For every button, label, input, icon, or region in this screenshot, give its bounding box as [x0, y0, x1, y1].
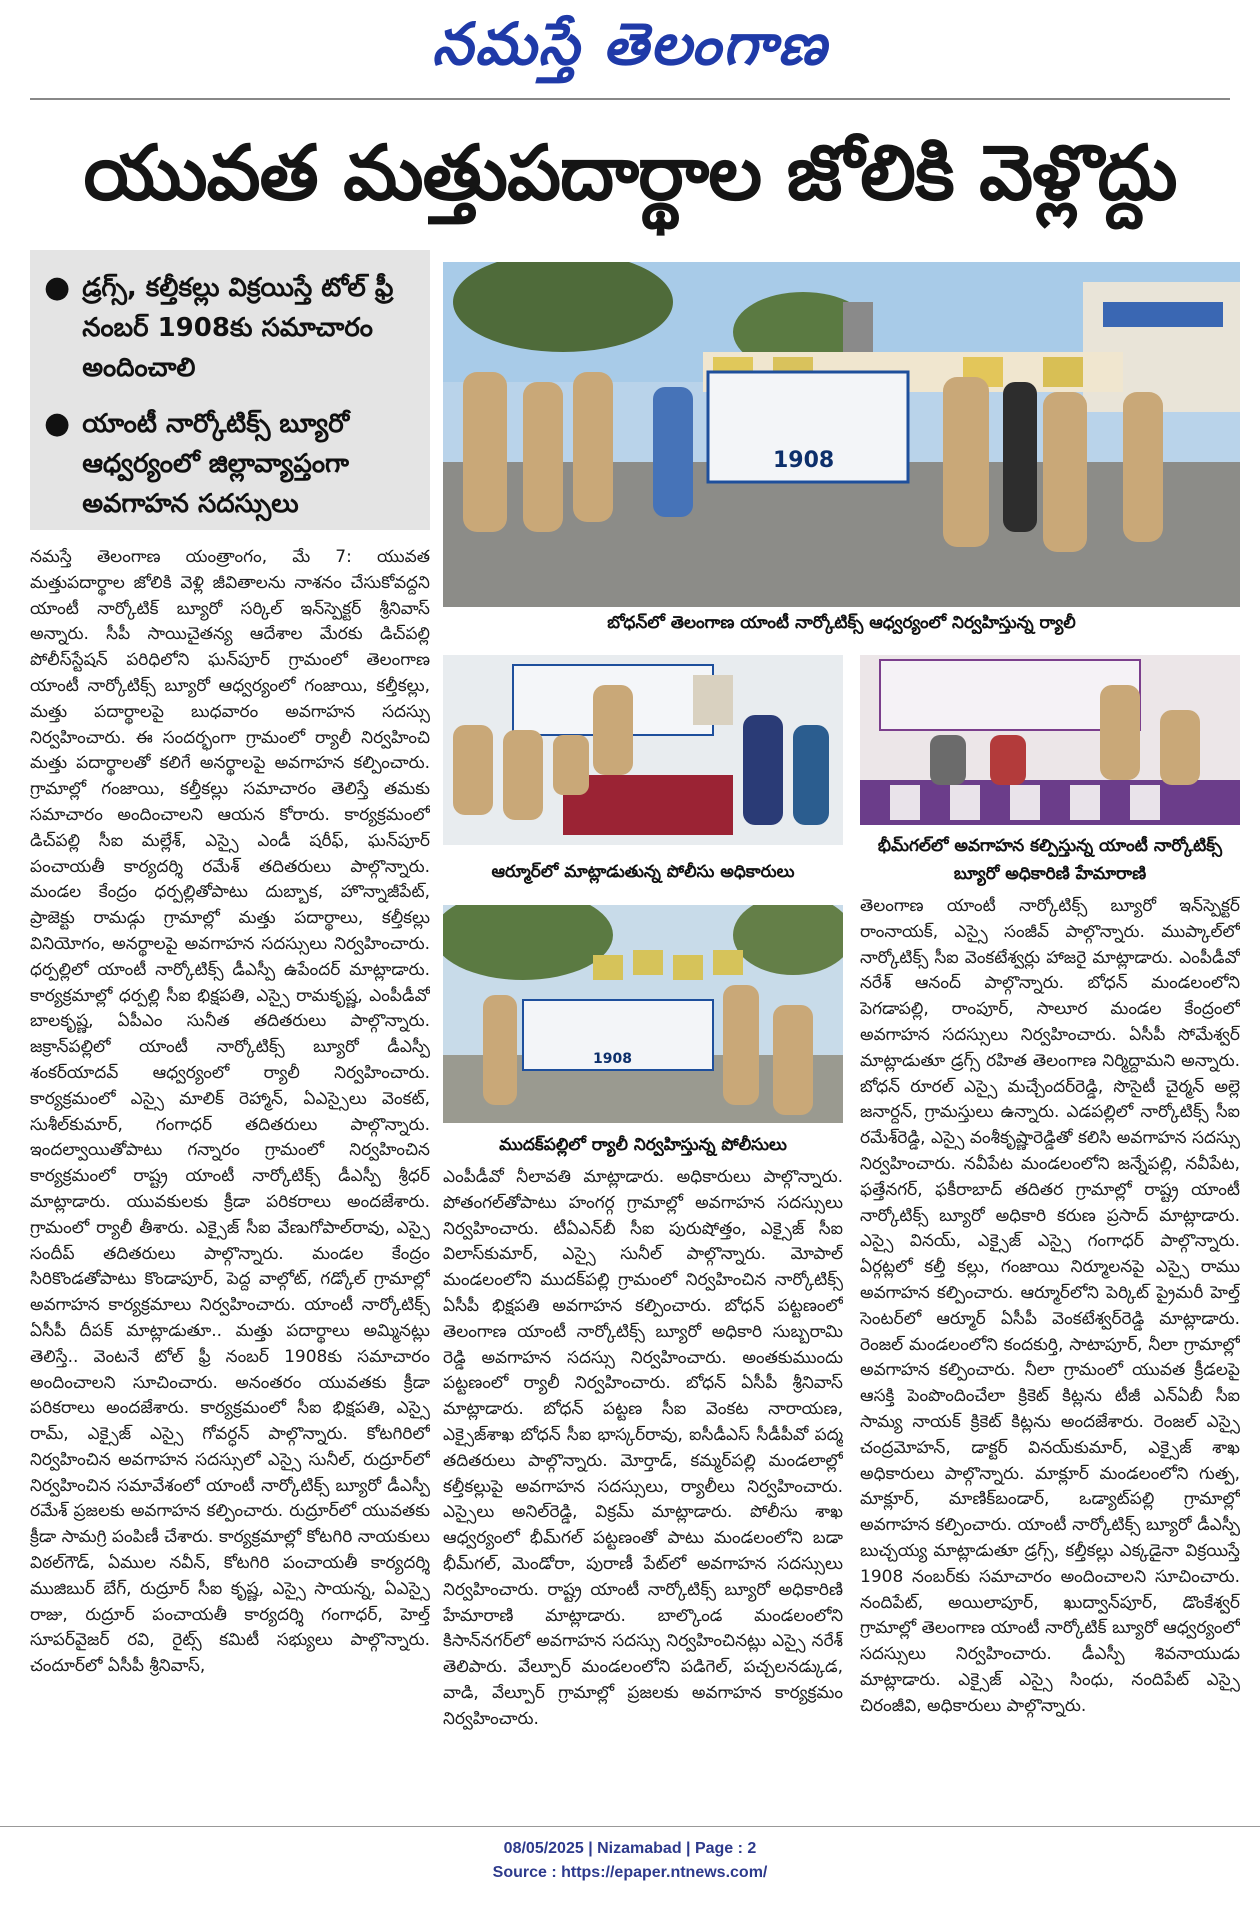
- article-column-1: నమస్తే తెలంగాణ యంత్రాంగం, మే 7: యువత మత్తుపదార్థాల జోలికి వెళ్లి జీవితాలను నాశనం చేసుకోవద్దని యాంటీ నార్కోటిక్ బ్యూరో సర్కిల్ ఇన్‌స్పెక్టర్ శ్రీనివాస్ అన్నారు. సీపీ సాయిచైతన్య ఆదేశాల మేరకు డిచ్‌పల్లి పోలీస్‌స్టేషన్ పరిధిలోని ఘన్‌పూర్ గ్రామంలో తెలంగాణ యాంటీ నార్కోటిక్స్ బ్యూరో ఆధ్వర్యంలో గంజాయి, కల్తీకల్లు, మత్తు పదార్థాలపై బుధవారం అవగాహన సదస్సు నిర్వహించారు. ఈ సందర్భంగా గ్రామంలో ర్యాలీ నిర్వహించి మత్తు పదార్థాలతో కలిగే అనర్థాలపై అవగాహన కల్పించారు. గ్రామాల్లో గంజాయి, కల్తీకల్లు సమాచారం తెలిస్తే తమకు సమాచారం అందించాలని ఆయన కోరారు. కార్యక్రమంలో డిచ్‌పల్లి సీఐ మల్లేశ్, ఎస్సై ఎండీ షరీఫ్, ఘన్‌పూర్ పంచాయతీ కార్యదర్శి రమేశ్ తదితరులు పాల్గొన్నారు. మండల కేంద్రం ధర్పల్లితోపాటు దుబ్బాక, హొన్నాజీపేట్, ప్రాజెక్టు రామడ్గు గ్రామాల్లో మత్తు పదార్థాలు, కల్తీకల్లు వినియోగం, అనర్థాలపై అవగాహన సదస్సులు నిర్వహించారు. ధర్పల్లిలో యాంటీ నార్కోటిక్స్ డీఎస్పీ ఉపేందర్ మాట్లాడారు. కార్యక్రమాల్లో ధర్పల్లి సీఐ భిక్షపతి, ఎస్సై రామకృష్ణ, ఎంపీడీవో బాలకృష్ణ, ఏపీఎం సునీత తదితరులు పాల్గొన్నారు. జక్రాన్‌పల్లిలో యాంటీ నార్కోటిక్స్ బ్యూరో డీఎస్పీ శంకర్‌యాదవ్ ఆధ్వర్యంలో ర్యాలీ నిర్వహించారు. కార్యక్రమంలో ఎస్సై మాలిక్ రెహ్మాన్, ఏఎస్సైలు వెంకట్, సుశీల్‌కుమార్, గంగాధర్ తదితరులు పాల్గొన్నారు. ఇందల్వాయితోపాటు గన్నారం గ్రామంలో నిర్వహించిన కార్యక్రమంలో రాష్ట్ర యాంటీ నార్కోటిక్స్ డీఎస్పీ శ్రీధర్ మాట్లాడారు. యువకులకు క్రీడా పరికరాలు అందజేశారు. గ్రామంలో ర్యాలీ తీశారు. ఎక్సైజ్ సీఐ వేణుగోపాల్‌రావు, ఎస్సై సందీప్ తదితరులు పాల్గొన్నారు. మండల కేంద్రం సిరికొండతోపాటు కొండాపూర్, పెద్ద వాల్గోట్, గడ్కోల్ గ్రామాల్లో అవగాహన కార్యక్రమాలు నిర్వహించారు. యాంటీ నార్కోటిక్స్ ఏసీపీ దీపక్ మాట్లాడుతూ.. మత్తు పదార్థాలు అమ్మినట్లు తెలిస్తే.. వెంటనే టోల్ ఫ్రీ నంబర్ 1908కు సమాచారం అందించాలని సూచించారు. అనంతరం యువతకు క్రీడా పరికరాలు అందజేశారు. కార్యక్రమంలో సీఐ భిక్షపతి, ఎస్సై రామ్, ఎక్సైజ్ ఎస్సై గోవర్ధన్ పాల్గొన్నారు. కోటగిరిలో నిర్వహించిన అవగాహన సదస్సులో ఎస్సై సునీల్, రుద్రూర్‌లో నిర్వహించిన సమావేశంలో యాంటీ నార్కోటిక్స్ బ్యూరో డీఎస్పీ రమేశ్ ప్రజలకు అవగాహన కల్పించారు. రుద్రూర్‌లో యువతకు క్రీడా సామగ్రి పంపిణీ చేశారు. కార్యక్రమాల్లో కోటగిరి నాయకులు విఠల్‌గౌడ్, ఏముల నవీన్, కోటగిరి పంచాయతీ కార్యదర్శి ముజిబుర్ బేగ్, రుద్రూర్ సీఐ కృష్ణ, ఎస్సై సాయన్న, ఏఎస్సై రాజు, రుద్రూర్ పంచాయతీ కార్యదర్శి గంగాధర్, హెల్త్ సూపర్‌వైజర్ రవి, రైట్స్ కమిటీ సభ్యులు పాల్గొన్నారు. చందూర్‌లో ఏసీపీ శ్రీనివాస్,: [30, 547, 430, 1677]
- article-column-3: తెలంగాణ యాంటీ నార్కోటిక్స్ బ్యూరో ఇన్‌స్పెక్టర్ రాంనాయక్, ఎస్సై సంజీవ్ పాల్గొన్నారు. ముప్కాల్‌లో నార్కోటిక్స్ సీఐ వెంకటేశ్వర్లు హాజరై మాట్లాడారు. ఎంపీడీవో నరేశ్ ఆనంద్ పాల్గొన్నారు. బోధన్ మండలంలోని పెగడాపల్లి, రాంపూర్, సాలూర మండల కేంద్రంలో అవగాహన సదస్సులు నిర్వహించారు. ఏసీపీ సోమేశ్వర్ మాట్లాడుతూ డ్రగ్స్ రహిత తెలంగాణ నిర్మిద్దామని అన్నారు. బోధన్ రూరల్ ఎస్సై మచ్చేందర్‌రెడ్డి, సొసైటీ చైర్మన్ అల్లె జనార్దన్, గ్రామస్తులు ఉన్నారు. ఎడపల్లిలో నార్కోటిక్స్ సీఐ రమేశ్‌రెడ్డి, ఎస్సై వంశీకృష్ణారెడ్డితో కలిసి అవగాహన సదస్సు నిర్వహించారు. నవీపేట మండలంలోని జన్నేపల్లి, నవీపేట, ఫత్తేనగర్, ఫకీరాబాద్ తదితర గ్రామాల్లో రాష్ట్ర యాంటీ నార్కోటిక్స్ బ్యూరో అధికారి కరుణ ప్రసాద్ మాట్లాడారు. ఎస్సై వినయ్, ఎక్సైజ్ ఎస్సై గంగాధర్ పాల్గొన్నారు. ఏర్గట్లలో కల్తీ కల్లు, గంజాయి నిర్మూలనపై ఎస్సై రాము అవగాహన కల్పించారు. ఆర్మూర్‌లోని పెర్కిట్ ప్రైమరీ హెల్త్ సెంటర్‌లో ఆర్మూర్ ఏసీపీ వెంకటేశ్వర్‌రెడ్డి మాట్లాడారు. రెంజల్ మండలంలోని కందకుర్తి, సాటాపూర్, నీలా గ్రామాల్లో అవగాహన కల్పించారు. నీలా గ్రామంలో యువత క్రీడలపై ఆసక్తి పెంపొందించేలా క్రికెట్ కిట్లను టీజీ ఎన్‌ఏబీ సీఐ సామ్య నాయక్ క్రికెట్ కిట్లను అందజేశారు. రెంజల్ ఎస్సై చంద్రమోహన్, డాక్టర్ వినయ్‌కుమార్, ఎక్సైజ్ శాఖ అధికారులు పాల్గొన్నారు. మాక్లూర్ మండలంలోని గుత్ప, మాక్లూర్, మాణిక్‌బండార్, ఒడ్యాట్‌పల్లి గ్రామాల్లో అవగాహన కల్పించారు. యాంటీ నార్కోటిక్స్ బ్యూరో డీఎస్పీ బుచ్చయ్య మాట్లాడుతూ డ్రగ్స్, కల్తీకల్లు ఎక్కడైనా విక్రయిస్తే 1908 నంబర్‌కు సమాచారం అందించాలని సూచించారు. నందిపేట్, అయిలాపూర్, ఖుద్వాన్‌పూర్, డొంకేశ్వర్ గ్రామాల్లో తెలంగాణ యాంటీ నార్కోటిక్ బ్యూరో ఆధ్వర్యంలో సదస్సులు నిర్వహించారు. డీఎస్పీ శివనాయుడు మాట్లాడారు. ఎక్సైజ్ ఎస్సై సింధు, నందిపేట్ ఎస్సై చిరంజీవి, అధికారులు పాల్గొన్నారు.: [860, 896, 1240, 1716]
- armoor-photo-caption: ఆర్మూర్‌లో మాట్లాడుతున్న పోలీసు అధికారులు: [491, 862, 795, 882]
- masthead-rule: [30, 98, 1230, 100]
- headline: యువత మత్తుపదార్థాల జోలికి వెళ్లొద్దు: [83, 128, 1177, 217]
- bheemgal-photo: [860, 655, 1240, 825]
- footer-dateline: 08/05/2025 | Nizamabad | Page : 2: [503, 1840, 757, 1857]
- footer-source: Source : https://epaper.ntnews.com/: [492, 1864, 768, 1881]
- mudakpally-photo: [443, 905, 843, 1123]
- highlight-text: యాంటీ నార్కోటిక్స్ బ్యూరో ఆధ్వర్యంలో జిల్లావ్యాప్తంగా అవగాహన సదస్సులు: [82, 409, 350, 519]
- footer-rule: [0, 1826, 1260, 1827]
- rally-photo-caption: బోధన్‌లో తెలంగాణ యాంటీ నార్కోటిక్స్ ఆధ్వర్యంలో నిర్వహిస్తున్న ర్యాలీ: [607, 613, 1076, 633]
- mudakpally-photo-caption: ముదక్‌పల్లిలో ర్యాలీ నిర్వహిస్తున్న పోలీసులు: [499, 1135, 787, 1155]
- highlights-box: [30, 250, 430, 530]
- svg-text:1908: 1908: [773, 448, 835, 473]
- highlight-item: [44, 268, 416, 388]
- svg-text:1908: 1908: [593, 1051, 632, 1067]
- bullet-icon: ●: [44, 406, 71, 441]
- masthead-logo: నమస్తే తెలంగాణ: [432, 10, 828, 78]
- armoor-photo: [443, 655, 843, 845]
- highlight-text: డ్రగ్స్, కల్తీకల్లు విక్రయిస్తే టోల్ ఫ్రీ నంబర్ 1908కు సమాచారం అందించాలి: [82, 273, 394, 383]
- highlight-item: [44, 404, 416, 524]
- bheemgal-photo-caption: భీమ్‌గల్‌లో అవగాహన కల్పిస్తున్న యాంటీ నార్కోటిక్స్ బ్యూరో అధికారిణి హేమారాణి: [877, 836, 1223, 884]
- rally-photo: [443, 262, 1240, 607]
- bullet-icon: ●: [44, 270, 71, 305]
- article-column-2: ఎంపీడీవో నీలావతి మాట్లాడారు. అధికారులు పాల్గొన్నారు. పోతంగల్‌తోపాటు హంగర్గ గ్రామాల్లో అవగాహన సదస్సులు నిర్వహించారు. టీఏఎన్‌బీ సీఐ పురుషోత్తం, ఎక్సైజ్ సీఐ విలాస్‌కుమార్, ఎస్సై సునీల్ పాల్గొన్నారు. మోపాల్ మండలంలోని ముదక్‌పల్లి గ్రామంలో నిర్వహించిన నార్కోటిక్స్ ఏసీపీ భిక్షపతి అవగాహన కల్పించారు. బోధన్ పట్టణంలో తెలంగాణ యాంటీ నార్కోటిక్స్ బ్యూరో అధికారి సుబ్బరామి రెడ్డి అవగాహన సదస్సు నిర్వహించారు. అంతకుముందు పట్టణంలో ర్యాలీ నిర్వహించారు. బోధన్ ఏసీపీ శ్రీనివాస్ మాట్లాడారు. బోధన్ పట్టణ సీఐ వెంకట నారాయణ, ఎక్సైజ్‌శాఖ బోధన్ సీఐ భాస్కర్‌రావు, ఐసీడీఎస్ సీడీపీవో పద్మ తదితరులు పాల్గొన్నారు. మోర్తాడ్, కమ్మర్‌పల్లి మండలాల్లో కల్తీకల్లుపై అవగాహన సదస్సులు, ర్యాలీలు నిర్వహించారు. ఎస్సైలు అనిల్‌రెడ్డి, విక్రమ్ మాట్లాడారు. పోలీసు శాఖ ఆధ్వర్యంలో భీమ్‌గల్ పట్టణంతో పాటు మండలంలోని బడా భీమ్‌గల్, మెండోరా, పురాణీ పేట్‌లో అవగాహన సదస్సులు నిర్వహించారు. రాష్ట్ర యాంటీ నార్కోటిక్స్ బ్యూరో అధికారిణి హేమారాణి మాట్లాడారు. బాల్కొండ మండలంలోని కిసాన్‌నగర్‌లో అవగాహన సదస్సు నిర్వహించినట్లు ఎస్సై నరేశ్ తెలిపారు. వేల్పూర్ మండలంలోని పడిగెల్, పచ్చలనడ్కుడ, వాడి, వేల్పూర్ గ్రామాల్లో ప్రజలకు అవగాహన కార్యక్రమం నిర్వహించారు.: [443, 1167, 843, 1729]
